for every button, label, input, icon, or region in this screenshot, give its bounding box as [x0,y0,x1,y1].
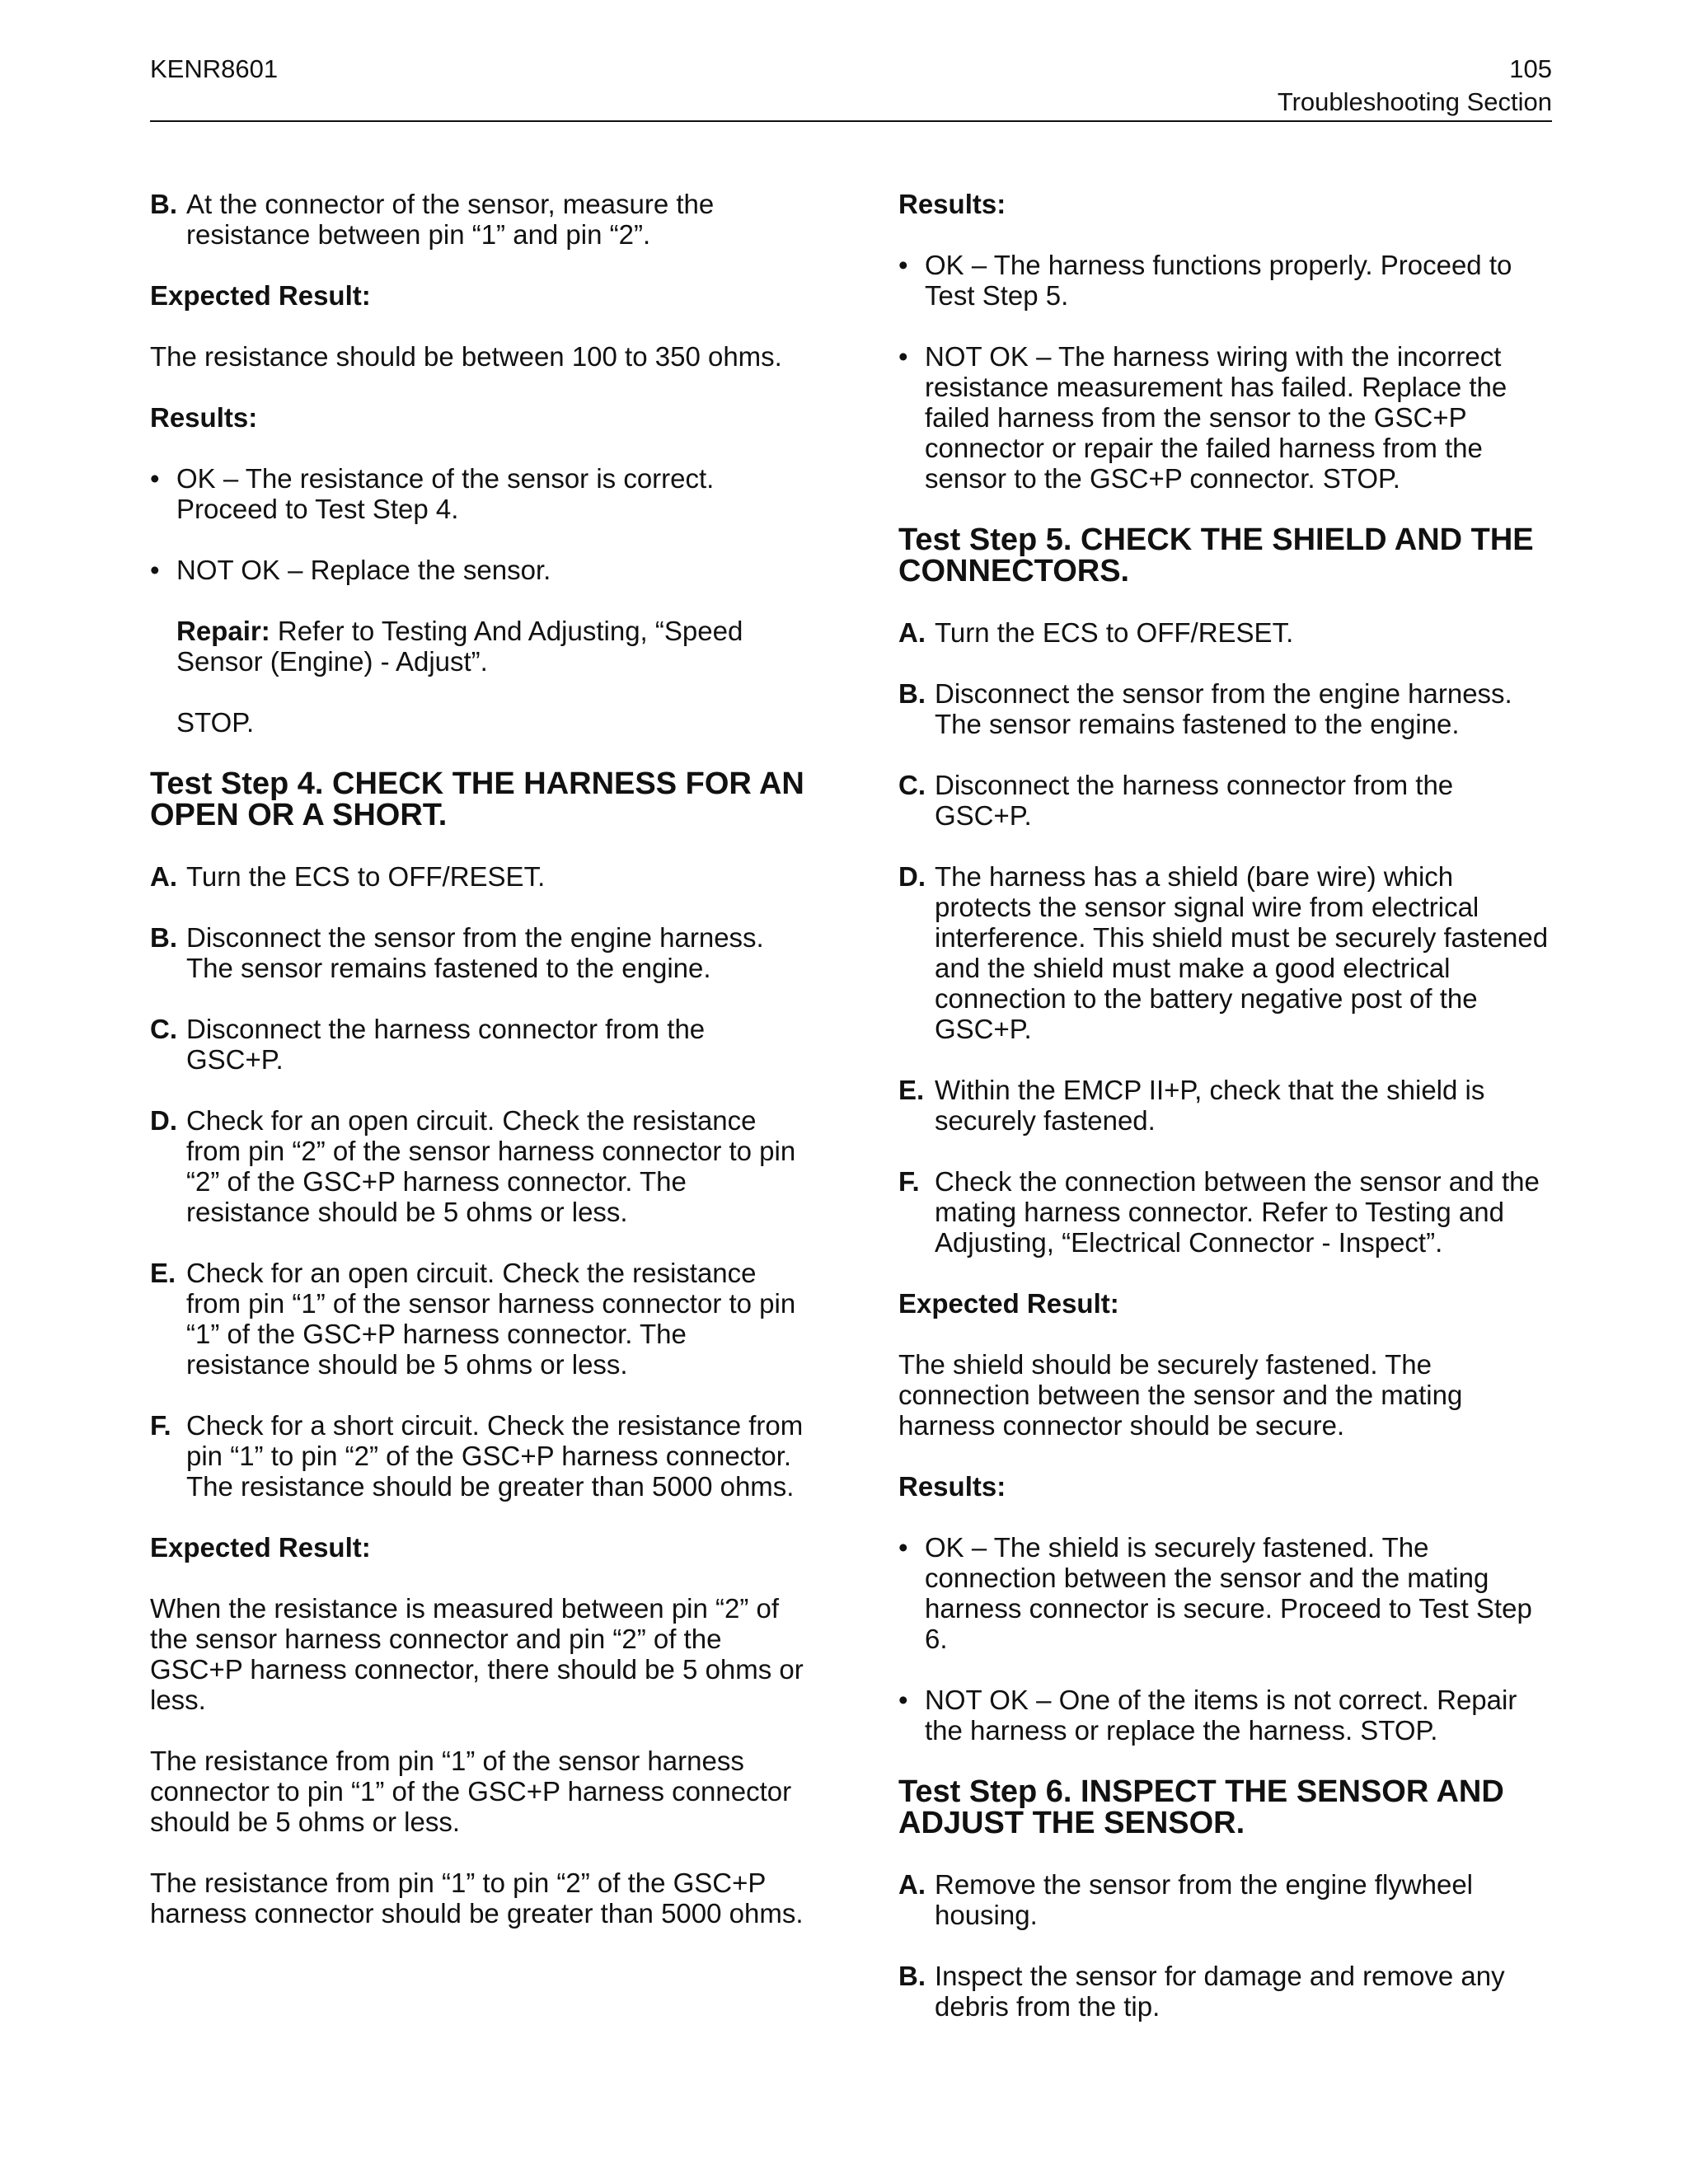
step5-expected-text: The shield should be securely fastened. The connection between the sensor and the mating harness connector should be secure. [898,1349,1463,1441]
expected-result-label: Expected Result: [150,280,371,311]
step-text: Check the connection between the sensor and the mating harness connector. Refer to Testing and Adjusting, “Electrical Connector - Inspect”. [935,1166,1540,1258]
step-letter: B. [898,1961,926,1991]
step6-item-a [898,1869,1554,1930]
bullet-icon: • [898,341,908,372]
step-letter: C. [898,770,926,800]
bullet-icon: • [898,250,908,280]
step5-result-not-ok [898,1685,1554,1746]
step4-item-e [150,1258,809,1380]
result-ok [150,463,809,524]
step-letter: A. [150,861,177,892]
step-text: Check for an open circuit. Check the resistance from pin “2” of the sensor harness connector to pin “2” of the GSC+P harness connector. The resistance should be 5 ohms or less. [186,1105,796,1227]
step-text: Disconnect the harness connector from the GSC+P. [186,1014,706,1075]
step4-expected-label: Expected Result: [150,1532,371,1563]
result-ok-text: OK – The harness functions properly. Proceed to Test Step 5. [925,250,1512,311]
step5-item-e [898,1075,1554,1136]
step5-item-d [898,861,1554,1044]
left-column [150,189,809,1959]
step5-expected-label: Expected Result: [898,1288,1119,1319]
step6-item-b [898,1961,1554,2022]
step-letter: F. [150,1410,171,1441]
step4-item-b [150,922,809,983]
results-label: Results: [898,189,1006,219]
step-text: Disconnect the harness connector from the GSC+P. [935,770,1454,831]
repair-label: Repair: [176,616,270,646]
step-letter: E. [898,1075,925,1105]
results-label: Results: [150,402,258,433]
bullet-icon: • [898,1685,908,1715]
bullet-icon: • [150,555,160,585]
result-not-ok-text: NOT OK – Replace the sensor. [176,555,551,585]
section-title: Troubleshooting Section [1277,87,1552,116]
page-number: 105 [1509,54,1552,83]
step5-results-label: Results: [898,1471,1006,1502]
step-text: At the connector of the sensor, measure the resistance between pin “1” and pin “2”. [186,189,715,250]
step-letter: B. [150,922,177,953]
repair-text: Refer to Testing And Adjusting, “Speed Sensor (Engine) - Adjust”. [176,616,743,677]
stop-note: STOP. [176,707,255,738]
right-column [898,189,1554,2052]
step4-heading: Test Step 4. CHECK THE HARNESS FOR AN OPEN OR A SHORT. [150,766,804,832]
step-text: Turn the ECS to OFF/RESET. [935,617,1294,648]
step-text: Within the EMCP II+P, check that the shield is securely fastened. [935,1075,1485,1136]
header-divider [150,120,1552,122]
step5-result-ok [898,1532,1554,1654]
step5-item-a [898,617,1554,648]
step-letter: A. [898,1869,926,1900]
document-id: KENR8601 [150,54,279,83]
step-text: Inspect the sensor for damage and remove any debris from the tip. [935,1961,1505,2022]
step-letter: E. [150,1258,176,1288]
step5-item-b [898,678,1554,739]
result-ok [898,250,1554,311]
step6-heading: Test Step 6. INSPECT THE SENSOR AND ADJUST THE SENSOR. [898,1774,1504,1840]
result-not-ok-text: NOT OK – The harness wiring with the incorrect resistance measurement has failed. Replace the failed harness from the sensor to the GSC+P connector or repair the failed harness from the sensor to the GSC+P connector. STOP. [925,341,1507,494]
step-letter: D. [150,1105,177,1136]
expected-result-text: The resistance should be between 100 to 350 ohms. [150,341,782,372]
step-letter: C. [150,1014,177,1044]
bullet-icon: • [150,463,160,494]
step4-expected-para: The resistance from pin “1” of the sensor harness connector to pin “1” of the GSC+P harness connector should be 5 ohms or less. [150,1746,792,1837]
bullet-icon: • [898,1532,908,1563]
step4-expected-para: The resistance from pin “1” to pin “2” of the GSC+P harness connector should be greater than 5000 ohms. [150,1868,804,1929]
result-not-ok [898,341,1554,494]
step-letter: D. [898,861,926,892]
step-text: Turn the ECS to OFF/RESET. [186,861,546,892]
step-letter: A. [898,617,926,648]
step-letter: B. [150,189,177,219]
step-text: The harness has a shield (bare wire) which protects the sensor signal wire from electrical interference. This shield must be securely fastened and the shield must make a good electrical connection to the battery negative post of the GSC+P. [935,861,1549,1044]
result-not-ok [150,555,809,585]
result-ok-text: OK – The shield is securely fastened. The connection between the sensor and the mating harness connector is secure. Proceed to Test Step 6. [925,1532,1532,1654]
step4-item-c [150,1014,809,1075]
step4-expected-para: When the resistance is measured between pin “2” of the sensor harness connector and pin “2” of the GSC+P harness connector, there should be 5 ohms or less. [150,1593,804,1715]
step-letter: B. [898,678,926,709]
step-text: Remove the sensor from the engine flywheel housing. [935,1869,1474,1930]
step-letter: F. [898,1166,920,1197]
result-not-ok-text: NOT OK – One of the items is not correct. Repair the harness or replace the harness. STOP. [925,1685,1517,1746]
result-ok-text: OK – The resistance of the sensor is correct. Proceed to Test Step 4. [176,463,715,524]
step5-item-f [898,1166,1554,1258]
step5-heading: Test Step 5. CHECK THE SHIELD AND THE CONNECTORS. [898,523,1534,588]
repair-note [150,616,809,677]
step-text: Disconnect the sensor from the engine harness. The sensor remains fastened to the engine. [186,922,764,983]
step-text: Check for an open circuit. Check the resistance from pin “1” of the sensor harness connector to pin “1” of the GSC+P harness connector. The resistance should be 5 ohms or less. [186,1258,796,1380]
step5-item-c [898,770,1554,831]
step4-item-d [150,1105,809,1227]
step4-item-a [150,861,809,892]
step-b [150,189,809,250]
step-text: Disconnect the sensor from the engine harness. The sensor remains fastened to the engine. [935,678,1512,739]
step-text: Check for a short circuit. Check the resistance from pin “1” to pin “2” of the GSC+P harness connector. The resistance should be greater than 5000 ohms. [186,1410,804,1502]
step4-item-f [150,1410,809,1502]
page-header-right [1278,53,1552,119]
